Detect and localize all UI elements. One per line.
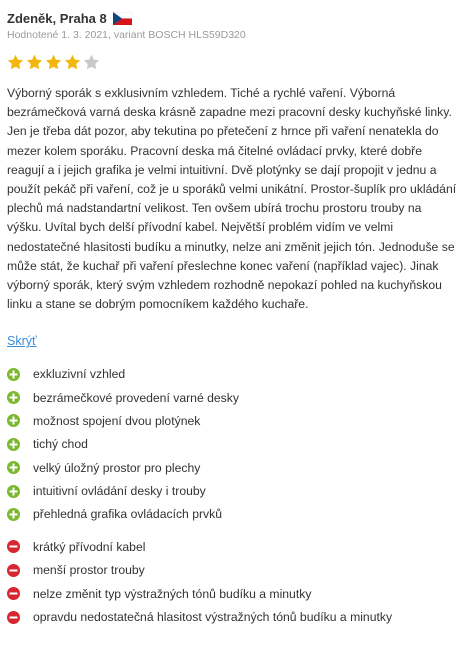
pro-item-text: možnost spojení dvou plotýnek (33, 413, 201, 428)
star-empty-icon (83, 54, 100, 71)
minus-circle-icon (7, 564, 20, 577)
pro-item-text: intuitivní ovládání desky i trouby (33, 484, 206, 499)
pro-item-text: exkluzivní vzhled (33, 367, 126, 382)
plus-circle-icon (7, 414, 20, 427)
review-text: Výborný sporák s exklusivním vzhledem. Tiché a rychlé vaření. Výborná bezrámečková varná deska krásně zapadne mezi pracovní desky kuchyňské linky. Jen je třeba dát pozor, aby tekutina po přetečení z hrnce při vaření nenatekla do mezer kolem sporáku. Pracovní deska má čitelné ovládací prvky, které dobře reagují a i jejich grafika je velmi intuitivní. Dvě plotýnky se dají propojit v jednu a použít pekáč při vaření, což je u sporáků velmi unikátní. Prostor-šuplík pro ukládání plechů má nadstandartní velikost. Ten ovšem ubírá trochu prostoru trouby na výšku. Uvítal bych delší přívodní kabel. Největší problém vidím ve velmi nedostatečné hlasitosti budíku a minutky, nelze ani změnit jejich tón. Jednoduše se může stát, že kuchař při vaření přeslechne konec vaření (například vajec). Jinak výborný sporák, který svým vzhledem rozhodně nepokazí pohled na kuchyňskou linku a stane se dobrým pomocníkem každého kuchaře. (7, 86, 457, 312)
plus-circle-icon (7, 368, 20, 381)
star-filled-icon (45, 54, 62, 71)
czech-flag-icon (113, 12, 132, 25)
pro-item-text: velký úložný prostor pro plechy (33, 460, 201, 475)
con-item-text: krátký přívodní kabel (33, 539, 146, 554)
pro-item (7, 409, 459, 432)
con-item (7, 535, 459, 558)
plus-circle-icon (7, 485, 20, 498)
star-filled-icon (26, 54, 43, 71)
pro-item (7, 503, 459, 526)
pro-item (7, 479, 459, 502)
con-item (7, 605, 459, 628)
con-item-text: menší prostor trouby (33, 563, 145, 578)
con-item-text: nelze změnit typ výstražných tónů budíku a minutky (33, 586, 312, 601)
minus-circle-icon (7, 587, 20, 600)
pro-item-text: přehledná grafika ovládacích prvků (33, 507, 223, 522)
review-card (7, 9, 459, 629)
con-item (7, 559, 459, 582)
plus-circle-icon (7, 461, 20, 474)
pro-item (7, 386, 459, 409)
pro-item (7, 456, 459, 479)
cons-list (7, 535, 459, 629)
plus-circle-icon (7, 391, 20, 404)
star-filled-icon (64, 54, 81, 71)
review-author: Zdeněk, Praha 8 (7, 10, 107, 26)
minus-circle-icon (7, 540, 20, 553)
con-item (7, 582, 459, 605)
hide-toggle-link[interactable]: Skrýť (7, 334, 37, 349)
pro-item-text: bezrámečkové provedení varné desky (33, 390, 239, 405)
pro-item (7, 362, 459, 385)
pros-list (7, 362, 459, 526)
plus-circle-icon (7, 438, 20, 451)
pro-item-text: tichý chod (33, 437, 88, 452)
review-header (7, 9, 459, 27)
star-filled-icon (7, 54, 24, 71)
star-rating (7, 54, 459, 72)
con-item-text: opravdu nedostatečná hlasitost výstražných tónů budíku a minutky (33, 610, 393, 625)
minus-circle-icon (7, 611, 20, 624)
pro-item (7, 433, 459, 456)
plus-circle-icon (7, 508, 20, 521)
review-meta: Hodnotené 1. 3. 2021, variant BOSCH HLS59D320 (7, 29, 246, 41)
